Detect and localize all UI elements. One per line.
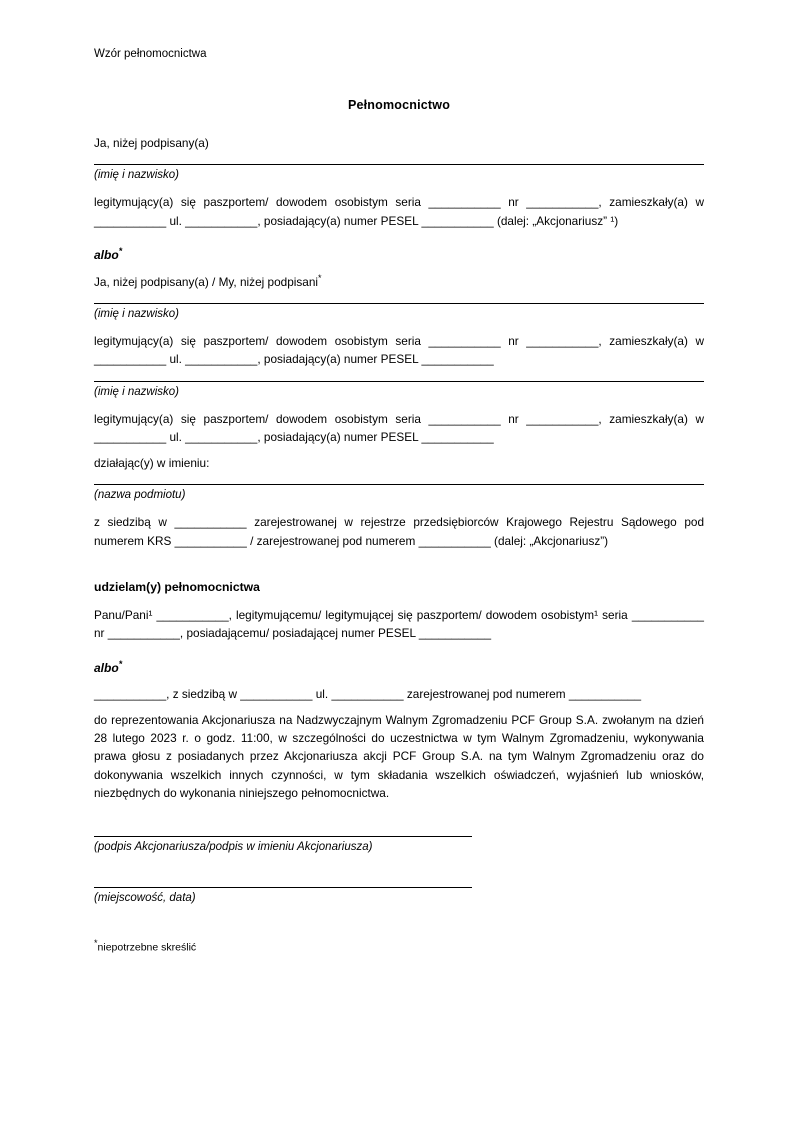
grant-heading: udzielam(y) pełnomocnictwa xyxy=(94,580,260,595)
signature-rule-1 xyxy=(94,164,704,165)
entity-rule xyxy=(94,484,704,485)
caption-name-1: (imię i nazwisko) xyxy=(94,169,179,182)
albo-text-1: albo xyxy=(94,247,119,262)
place-date-block xyxy=(94,887,704,904)
attorney-entity-paragraph: ___________, z siedzibą w ___________ ul. ___________ zarejestrowanej pod numerem ___________ xyxy=(94,686,642,701)
albo-label-1 xyxy=(94,246,704,262)
intro-multi-signer xyxy=(94,272,704,291)
caption-name-3: (imię i nazwisko) xyxy=(94,385,179,398)
caption-entity-name: (nazwa podmiotu) xyxy=(94,489,186,502)
albo-label-2 xyxy=(94,659,704,675)
intro-multi-text: Ja, niżej podpisany(a) / My, niżej podpisani xyxy=(94,274,319,289)
identity-paragraph-3: legitymujący(a) się paszportem/ dowodem osobistym seria ___________ nr ___________, zamieszkały(a) w ___________ ul. ___________, posiadający(a) numer PESEL ___________ xyxy=(94,411,704,444)
asterisk-2: * xyxy=(318,272,322,283)
signature-line xyxy=(94,836,472,837)
asterisk-4: * xyxy=(94,938,98,949)
asterisk-1: * xyxy=(118,245,123,256)
identity-paragraph-1: legitymujący(a) się paszportem/ dowodem osobistym seria ___________ nr ___________, zamieszkały(a) w ___________ ul. ___________, posiadający(a) numer PESEL ___________ (dalej: „Akcjonariusz” ¹) xyxy=(94,195,704,228)
place-date-caption: (miejscowość, data) xyxy=(94,892,196,905)
place-date-line xyxy=(94,887,472,888)
asterisk-3: * xyxy=(118,658,123,669)
footnote xyxy=(94,938,704,954)
attorney-paragraph: Panu/Pani¹ ___________, legitymującemu/ legitymującej się paszportem/ dowodem osobistym¹ seria ___________ nr ___________, posiadającemu/ posiadającej numer PESEL ___________ xyxy=(94,608,704,641)
scope-paragraph: do reprezentowania Akcjonariusza na Nadzwyczajnym Walnym Zgromadzeniu PCF Group S.A. zwołanym na dzień 28 lutego 2023 r. o godz. 11:00, w szczególności do uczestnictwa w tym Walnym Zgromadzeniu, wykonywania prawa głosu z posiadanych przez Akcjonariusza akcji PCF Group S.A. na tym Walnym Zgromadzeniu oraz do dokonywania wszelkich innych czynności, w tym składania wszelkich oświadczeń, wyjaśnień lub wniosków, niezbędnych do wykonania niniejszego pełnomocnictwa. xyxy=(94,712,704,800)
acting-on-behalf-label: działając(y) w imieniu: xyxy=(94,456,210,471)
signature-rule-3 xyxy=(94,381,704,382)
entity-paragraph: z siedzibą w ___________ zarejestrowanej w rejestrze przedsiębiorców Krajowego Rejestru Sądowego pod numerem KRS ___________ / zarejestrowanej pod numerem ___________ (dalej: „Akcjonariusz”) xyxy=(94,515,704,548)
page-title: Pełnomocnictwo xyxy=(347,98,451,112)
intro-single-signer: Ja, niżej podpisany(a) xyxy=(94,136,209,150)
footnote-text: niepotrzebne skreślić xyxy=(97,941,197,954)
signature-caption: (podpis Akcjonariusza/podpis w imieniu Akcjonariusza) xyxy=(94,841,373,854)
caption-name-2: (imię i nazwisko) xyxy=(94,308,179,321)
identity-paragraph-2: legitymujący(a) się paszportem/ dowodem osobistym seria ___________ nr ___________, zamieszkały(a) w ___________ ul. ___________, posiadający(a) numer PESEL ___________ xyxy=(94,334,704,367)
signature-block xyxy=(94,836,704,853)
albo-text-2: albo xyxy=(94,660,119,675)
document-header-label: Wzór pełnomocnictwa xyxy=(94,48,207,60)
signature-rule-2 xyxy=(94,303,704,304)
